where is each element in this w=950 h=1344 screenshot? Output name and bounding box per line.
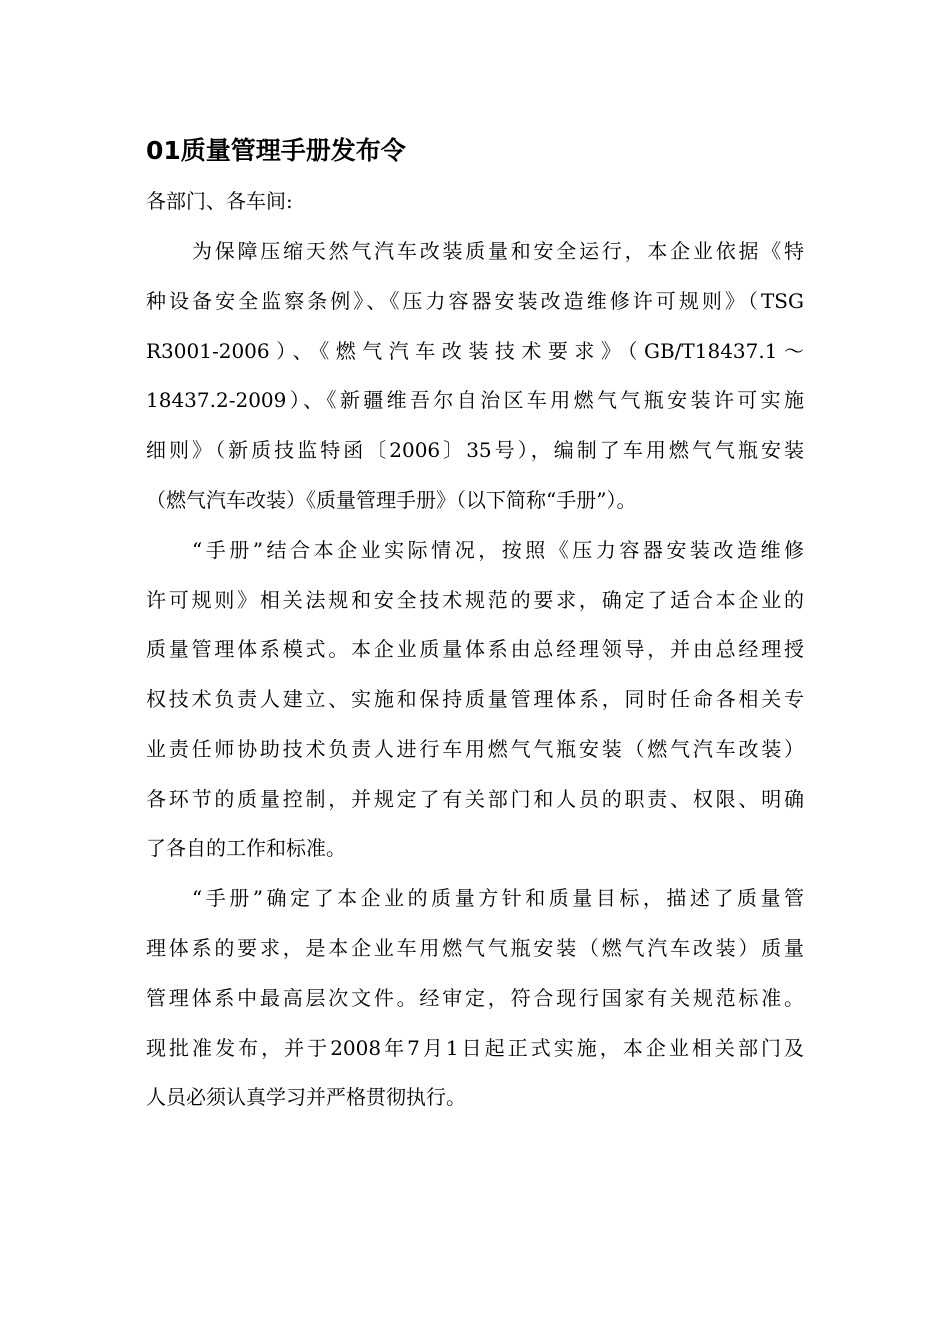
paragraph-3-line-3: 管理体系中最高层次文件。经审定，符合现行国家有关规范标准。 (146, 986, 804, 1010)
paragraph-3-line-5: 人员必须认真学习并严格贯彻执行。 (146, 1085, 466, 1109)
paragraph-1-line-3: R3001-2006）、《燃气汽车改装技术要求》（GB/T18437.1～ (146, 339, 804, 363)
paragraph-1-line-2: 种设备安全监察条例》、《压力容器安装改造维修许可规则》（TSG (146, 289, 804, 313)
paragraph-3-line-1: “手册”确定了本企业的质量方针和质量目标，描述了质量管 (192, 886, 804, 910)
paragraph-2-line-2: 许可规则》相关法规和安全技术规范的要求，确定了适合本企业的 (146, 588, 804, 612)
paragraph-2-line-3: 质量管理体系模式。本企业质量体系由总经理领导，并由总经理授 (146, 637, 804, 661)
paragraph-2-line-7: 了各自的工作和标准。 (146, 836, 346, 860)
paragraph-2-line-1: “手册”结合本企业实际情况，按照《压力容器安装改造维修 (192, 538, 804, 562)
paragraph-3-line-2: 理体系的要求，是本企业车用燃气气瓶安装（燃气汽车改装）质量 (146, 936, 804, 960)
paragraph-3-line-4: 现批准发布，并于2008年7月1日起正式实施，本企业相关部门及 (146, 1036, 804, 1060)
paragraph-2-line-4: 权技术负责人建立、实施和保持质量管理体系，同时任命各相关专 (146, 687, 804, 711)
paragraph-1-line-5: 细则》（新质技监特函〔2006〕35号），编制了车用燃气气瓶安装 (146, 438, 804, 462)
paragraph-1-line-1: 为保障压缩天然气汽车改装质量和安全运行，本企业依据《特 (192, 239, 804, 263)
paragraph-1-line-4: 18437.2-2009）、《新疆维吾尔自治区车用燃气气瓶安装许可实施 (146, 388, 804, 412)
paragraph-2-line-5: 业责任师协助技术负责人进行车用燃气气瓶安装（燃气汽车改装） (146, 737, 804, 761)
paragraph-1-line-6: （燃气汽车改装）《质量管理手册》（以下简称“手册”）。 (146, 488, 637, 512)
salutation: 各部门、各车间: (146, 189, 293, 213)
paragraph-2-line-6: 各环节的质量控制，并规定了有关部门和人员的职责、权限、明确 (146, 787, 804, 811)
document-title: 01质量管理手册发布令 (146, 136, 406, 165)
